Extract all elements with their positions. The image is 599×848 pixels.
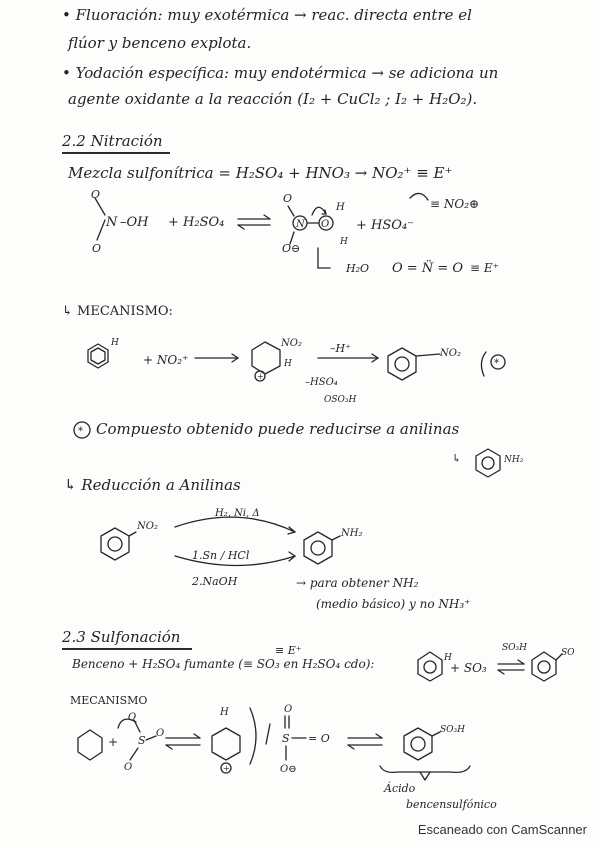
no2-cation-label: ≡ NO₂⊕ — [430, 197, 480, 211]
svg-text:O⊖: O⊖ — [280, 764, 297, 775]
sigma-no2: NO₂ — [281, 338, 302, 349]
benzene-reactant — [88, 338, 238, 368]
nitrobenzene-product — [388, 348, 505, 380]
fluoracion-line-1: • Fluoración: muy exotérmica → reac. directa entre el — [62, 6, 472, 24]
mecanismo-nitracion-label: ↳ MECANISMO: — [62, 304, 173, 319]
svg-text:O: O — [128, 712, 137, 723]
nitric-oh: –OH — [120, 215, 149, 230]
para-obtener: → para obtener NH₂ — [296, 576, 419, 590]
product-nh2: NH₂ — [341, 528, 363, 539]
svg-text:S: S — [282, 732, 290, 745]
svg-text:H: H — [336, 202, 345, 213]
scanner-watermark: Escaneado con CamScanner — [417, 822, 587, 837]
nitric-n: N — [106, 215, 118, 230]
svg-text:= O: = O — [308, 732, 330, 745]
plus-no2-cation: + NO₂⁺ — [143, 353, 189, 367]
svg-text:O: O — [92, 242, 102, 255]
svg-text:O: O — [321, 219, 330, 230]
plus-h2so4: + H₂SO₄ — [168, 215, 225, 230]
mech-h: H — [220, 707, 229, 718]
eplus-label: ≡ E⁺ — [470, 261, 499, 275]
svg-text:S: S — [138, 734, 146, 747]
compuesto-line: Compuesto obtenido puede reducirse a anilinas — [96, 420, 460, 438]
acido-label: Ácido — [384, 782, 416, 795]
medio-basico: (medio básico) y no NH₃⁺ — [316, 597, 471, 611]
svg-text:*: * — [494, 358, 499, 369]
reagent-sn-hcl: 1.Sn / HCl — [192, 549, 250, 562]
h2so4-top: SO₃H — [502, 643, 528, 653]
yodacion-line-2: agente oxidante a la reacción (I₂ + CuCl₂ ; I₂ + H₂O₂). — [68, 90, 478, 108]
mezcla-sulfonitrica: Mezcla sulfonítrica = H₂SO₄ + HNO₃ → NO₂⁺ ≡ E⁺ — [68, 164, 453, 182]
oso3h-label: OSO₃H — [324, 395, 357, 405]
benceno-fumante: Benceno + H₂SO₄ fumante (≡ SO₃ en H₂SO₄ cdo): — [72, 657, 375, 671]
minus-hso4: –HSO₄ — [305, 377, 338, 388]
aniline-small — [452, 449, 524, 477]
nitric-acid-structure — [91, 188, 224, 255]
svg-text:O: O — [124, 762, 133, 773]
eplus-sulf: ≡ E⁺ — [275, 644, 302, 657]
compuesto-star — [74, 422, 90, 438]
svg-text:↳: ↳ — [452, 452, 462, 465]
yodacion-line-1: • Yodación específica: muy endotérmica → se adiciona un — [62, 64, 499, 82]
svg-text:O: O — [91, 188, 101, 201]
svg-text:*: * — [78, 426, 83, 437]
nitrobenzene-reduction — [101, 508, 295, 588]
product-no2: NO₂ — [440, 348, 461, 359]
plus-so3: + SO₃ — [450, 661, 487, 675]
section-heading-sulfonacion: 2.3 Sulfonación — [62, 628, 181, 646]
svg-text:+: + — [108, 735, 119, 749]
sulfonation-mechanism — [78, 704, 470, 780]
mecanismo-sulfonacion-label: MECANISMO — [70, 694, 148, 707]
reduccion-heading: ↳ Reducción a Anilinas — [64, 476, 241, 494]
benzene-h: H — [111, 338, 119, 348]
reagent-naoh: 2.NaOH — [192, 575, 238, 588]
sulf-h: H — [444, 653, 452, 663]
svg-text:+: + — [223, 764, 230, 773]
section-heading-nitracion: 2.2 Nitración — [62, 132, 163, 150]
svg-text:O⊖: O⊖ — [282, 242, 301, 255]
minus-h-plus: –H⁺ — [330, 342, 351, 355]
minus-h2o: H₂O — [346, 262, 370, 275]
aniline-product — [304, 528, 362, 564]
fluoracion-line-2: flúor y benceno explota. — [68, 34, 252, 52]
svg-text:O: O — [156, 728, 165, 739]
bencensulfonico-label: bencensulfónico — [406, 798, 497, 811]
svg-text:H: H — [340, 237, 348, 247]
sigma-complex — [252, 338, 378, 405]
svg-text:O: O — [283, 192, 293, 205]
small-nh2: NH₂ — [504, 455, 524, 465]
svg-text:SO: SO — [561, 648, 575, 658]
nitronium-ion: O = N̈ = O — [392, 261, 464, 276]
svg-text:+: + — [257, 372, 264, 381]
reagent-h2-ni: H₂, Ni, Δ — [215, 508, 260, 519]
plus-hso4: + HSO₄⁻ — [356, 218, 414, 233]
svg-text:O: O — [284, 704, 293, 715]
protonated-nitric-acid — [282, 192, 479, 255]
equilibrium-arrow-1 — [238, 215, 270, 229]
sigma-h: H — [284, 359, 292, 369]
reactant-no2: NO₂ — [137, 521, 158, 532]
svg-text:N: N — [296, 219, 305, 230]
nitronium-formation — [318, 248, 499, 276]
product-so3h: SO₃H — [440, 725, 466, 735]
heading-underline-2 — [62, 648, 192, 650]
